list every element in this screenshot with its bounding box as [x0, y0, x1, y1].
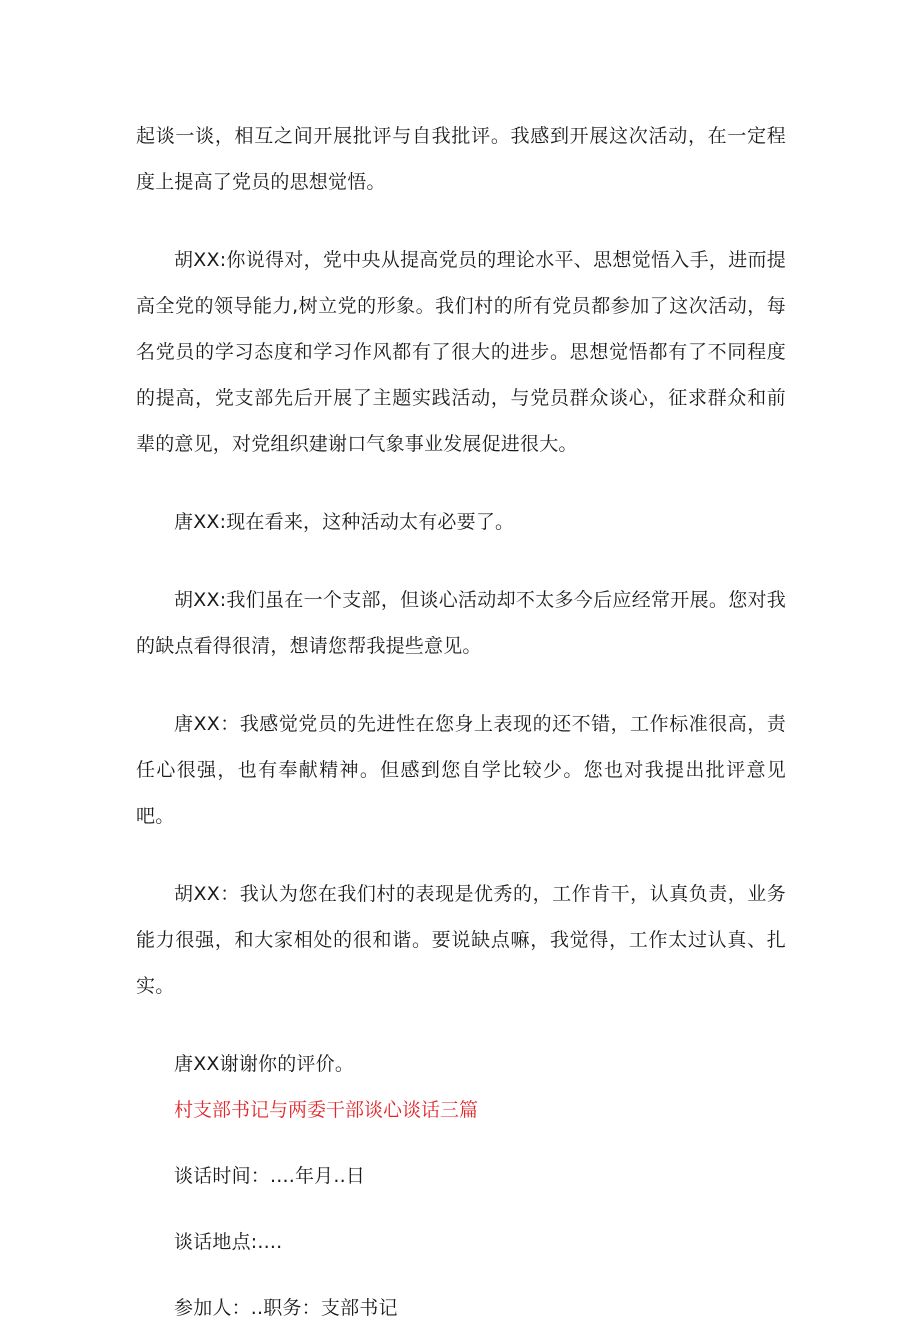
paragraph-hu-3: 胡XX：我认为您在我们村的表现是优秀的，工作肯干，认真负责，业务能力很强，和大家相处的很和谐。要说缺点嘛，我觉得，工作太过认真、扎实。	[136, 883, 786, 997]
meta-place: 谈话地点:....	[174, 1231, 283, 1253]
paragraph-continuation: 起谈一谈，相互之间开展批评与自我批评。我感到开展这次活动，在一定程度上提高了党员的思想觉悟。	[136, 125, 786, 193]
meta-time: 谈话时间：....年月..日	[174, 1165, 366, 1187]
meta-participants: 参加人：..职务：支部书记	[174, 1297, 398, 1319]
paragraph-tang-1: 唐XX:现在看来，这种活动太有必要了。	[174, 511, 515, 533]
paragraph-hu-1: 胡XX:你说得对，党中央从提高党员的理论水平、思想觉悟入手，进而提高全党的领导能力,树立党的形象。我们村的所有党员都参加了这次活动，每名党员的学习态度和学习作风都有了很大的进步。思想觉悟都有了不同程度的提高，党支部先后开展了主题实践活动，与党员群众谈心，征求群众和前辈的意见，对党组织建谢口气象事业发展促进很大。	[136, 249, 786, 455]
paragraph-tang-3: 唐XX谢谢你的评价。	[174, 1053, 355, 1075]
document-body	[136, 113, 786, 1331]
section-heading: 村支部书记与两委干部谈心谈话三篇	[174, 1099, 479, 1121]
paragraph-tang-2: 唐XX：我感觉党员的先进性在您身上表现的还不错，工作标准很高，责任心很强，也有奉献精神。但感到您自学比较少。您也对我提出批评意见吧。	[136, 713, 786, 827]
paragraph-hu-2: 胡XX:我们虽在一个支部，但谈心活动却不太多今后应经常开展。您对我的缺点看得很清，想请您帮我提些意见。	[136, 589, 786, 657]
